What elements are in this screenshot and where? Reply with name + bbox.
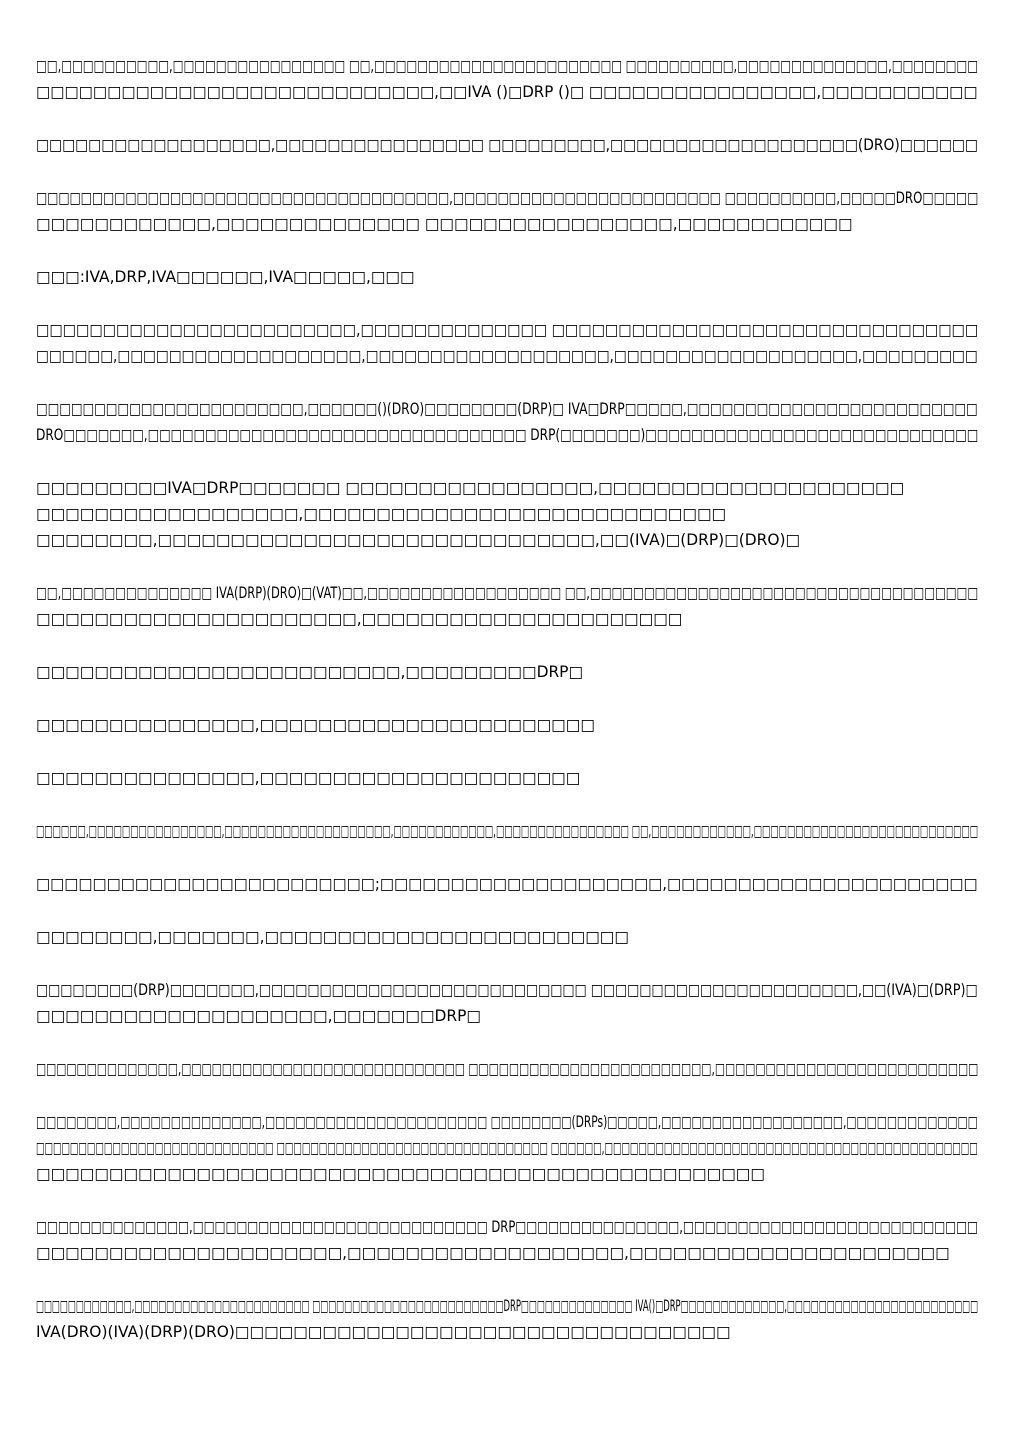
text-line: □□□□□□□□□□□□□□,□□□□□□□□□□□□□□□□□□□□□□□□□□□□ □□□□□□□□□□□□□□□□□□□□□□□□,□□□□□□□□□□□□□□□□□□□□□□□□□□ (36, 1060, 979, 1078)
paragraph (36, 53, 988, 105)
paragraph (36, 765, 988, 791)
paragraph (36, 396, 988, 448)
text-line: □□□□□□□□□□□□□□□□□□□□□□□□□□□□□□□□□□□□□□□□□□□□□□□□□□ (36, 1165, 765, 1183)
text-line: □□□□□□□□□□□□□□□□□□□□,□□□□□□□DRP□ (36, 1007, 482, 1025)
text-line: □□,□□□□□□□□□□,□□□□□□□□□□□□□□□□ □□,□□□□□□□□□□□□□□□□□□□□□□□ □□□□□□□□□□,□□□□□□□□□□□□□□,□□□□□□□□ (36, 57, 978, 75)
text-line: □□□□□□□□□□□□□□□□□□□□□,□□□□□□□□□□□□□□□□□□□,□□□□□□□□□□□□□□□□□□□□□□ (36, 1244, 950, 1262)
text-line: □□□□□□□□□□□□□□□□□□,□□□□□□□□□□□□□□□□ □□□□□□□□□,□□□□□□□□□□□□□□□□□□□(DRO)□□□□□□ (36, 136, 978, 154)
paragraph (36, 818, 988, 844)
paragraph (36, 185, 988, 237)
paragraph (36, 317, 988, 369)
text-line: □□□□□□□□□□□□□□□□□□□□□□,□□□□□□□□□□□□□□□□□□□□□□ (36, 610, 683, 628)
paragraph (36, 712, 988, 738)
text-line: □□□□□□□□(DRP)□□□□□□□,□□□□□□□□□□□□□□□□□□□□□□□□□□□ □□□□□□□□□□□□□□□□□□□□□□,□□(IVA)□(DRP)□ (36, 981, 978, 999)
paragraph (36, 924, 988, 950)
text-line: □□□□□□□□□□□□□□□,□□□□□□□□□□□□□□□□□□□□□□ (36, 769, 581, 787)
paragraph (36, 1056, 988, 1082)
text-line: □□□□□□□□□□□□□□□□□□□□□□□□;□□□□□□□□□□□□□□□□□□□□,□□□□□□□□□□□□□□□□□□□□□□ (36, 875, 978, 893)
text-line: □□□□□□□□□□□□□□,□□□□□□□□□□□□□□□□□□□□□□□□□□□ DRP□□□□□□□□□□□□□□□,□□□□□□□□□□□□□□□□□□□□□□□□□□□ (36, 1218, 978, 1236)
paragraph (36, 871, 988, 897)
paragraph (36, 1214, 988, 1266)
text-line: □□□□□□□□□□□□□□□□□□□□□□□□,□□□□□□□□□□□□□□ □□□□□□□□□□□□□□□□□□□□□□□□□□□□□□□□ (36, 321, 979, 339)
text-line: □□□□□□□□,□□□□□□□,□□□□□□□□□□□□□□□□□□□□□□□□□ (36, 928, 629, 946)
text-line: □□□□□□□□□□□□,□□□□□□□□□□□□□□□□□□□□□□ □□□□□□□□□□□□□□□□□□□□□□□□DRP□□□□□□□□□□□□□□ IVA()□DRP□□□□□□□□□□□□□,□□□□□□□□□□□□□□□□□□□□□□□□ (36, 1297, 979, 1315)
text-line: □□□□□□□□□IVA□DRP□□□□□□□ □□□□□□□□□□□□□□□□□,□□□□□□□□□□□□□□□□□□□□□ (36, 479, 905, 497)
text-line: □□□□□□□□□□□□□□□□□□□□□□□□□,□□□□□□□□□DRP□ (36, 663, 584, 681)
paragraph (36, 659, 988, 685)
text-line: □□□□□□□□□□□□□□□□□□,□□□□□□□□□□□□□□□□□□□□□□□□□□□□□ (36, 505, 727, 523)
paragraph (36, 1293, 988, 1345)
text-line: DRO□□□□□□□,□□□□□□□□□□□□□□□□□□□□□□□□□□□□□□□□□ DRP(□□□□□□□)□□□□□□□□□□□□□□□□□□□□□□□□□□□□□ (36, 426, 979, 444)
text-line: □□□□□□□□□□□□□□□□□□□□□□□□□□□□ □□□□□□□□□□□□□□□□□□□□□□□□□□□□□□□□ □□□□□□,□□□□□□□□□□□□□□□□□□□□□□□□□□□□□□□□□□□□□□□□□□□□ (36, 1139, 978, 1157)
text-line: □□□□□□□□□□□□□□□□□□□□□□□,□□□□□□()(DRO)□□□□□□□□(DRP)□ IVA□DRP□□□□□,□□□□□□□□□□□□□□□□□□□□□□□□□ (36, 400, 978, 418)
text-line: □□□□□□,□□□□□□□□□□□□□□□□□□□,□□□□□□□□□□□□□□□□□□□,□□□□□□□□□□□□□□□□□□□,□□□□□□□□□ (36, 347, 978, 365)
paragraph (36, 264, 988, 290)
text-line: □□□□□□□□,□□□□□□□□□□□□□□,□□□□□□□□□□□□□□□□□□□□□□ □□□□□□□□(DRPs)□□□□□,□□□□□□□□□□□□□□□□□□,□□□□□□□□□□□□□ (36, 1113, 978, 1131)
paragraph (36, 580, 988, 632)
text-line: □□□□□□□□□□□□□□□□□□□□□□□□□□□□□□□□□□□□□,□□□□□□□□□□□□□□□□□□□□□□□□ □□□□□□□□□□,□□□□□DRO□□□□□ (36, 189, 979, 207)
text-line: □□□□□□,□□□□□□□□□□□□□□□□,□□□□□□□□□□□□□□□□□□□□,□□□□□□□□□□□□,□□□□□□□□□□□□□□□□ □□,□□□□□□□□□□□□,□□□□□□□□□□□□□□□□□□□□□□□□□□□ (36, 822, 979, 840)
text-line: □□□□□□□□□□□□□□□□□□□□□□□□□□□□,□□IVA ()□DRP ()□ □□□□□□□□□□□□□□□□,□□□□□□□□□□□ (36, 83, 978, 101)
text-line: □□□□□□□□□□□□□□□,□□□□□□□□□□□□□□□□□□□□□□□ (36, 716, 595, 734)
text-line: □□□□□□□□,□□□□□□□□□□□□□□□□□□□□□□□□□□□□□□,□□(IVA)□(DRP)□(DRO)□ (36, 531, 801, 549)
text-line: □□,□□□□□□□□□□□□□□ IVA(DRP)(DRO)□(VAT)□□,□□□□□□□□□□□□□□□□□□ □□,□□□□□□□□□□□□□□□□□□□□□□□□□□□□□□□□□□□□ (36, 584, 979, 602)
paragraph (36, 1109, 988, 1187)
text-line: □□□:IVA,DRP,IVA□□□□□□,IVA□□□□□,□□□ (36, 268, 415, 286)
text-line: IVA(DRO)(IVA)(DRP)(DRO)□□□□□□□□□□□□□□□□□□□□□□□□□□□□□□□□□□ (36, 1323, 731, 1341)
paragraph (36, 475, 988, 553)
paragraph (36, 977, 988, 1029)
text-line: □□□□□□□□□□□□,□□□□□□□□□□□□□□ □□□□□□□□□□□□□□□□□,□□□□□□□□□□□□ (36, 215, 853, 233)
paragraph (36, 132, 988, 158)
